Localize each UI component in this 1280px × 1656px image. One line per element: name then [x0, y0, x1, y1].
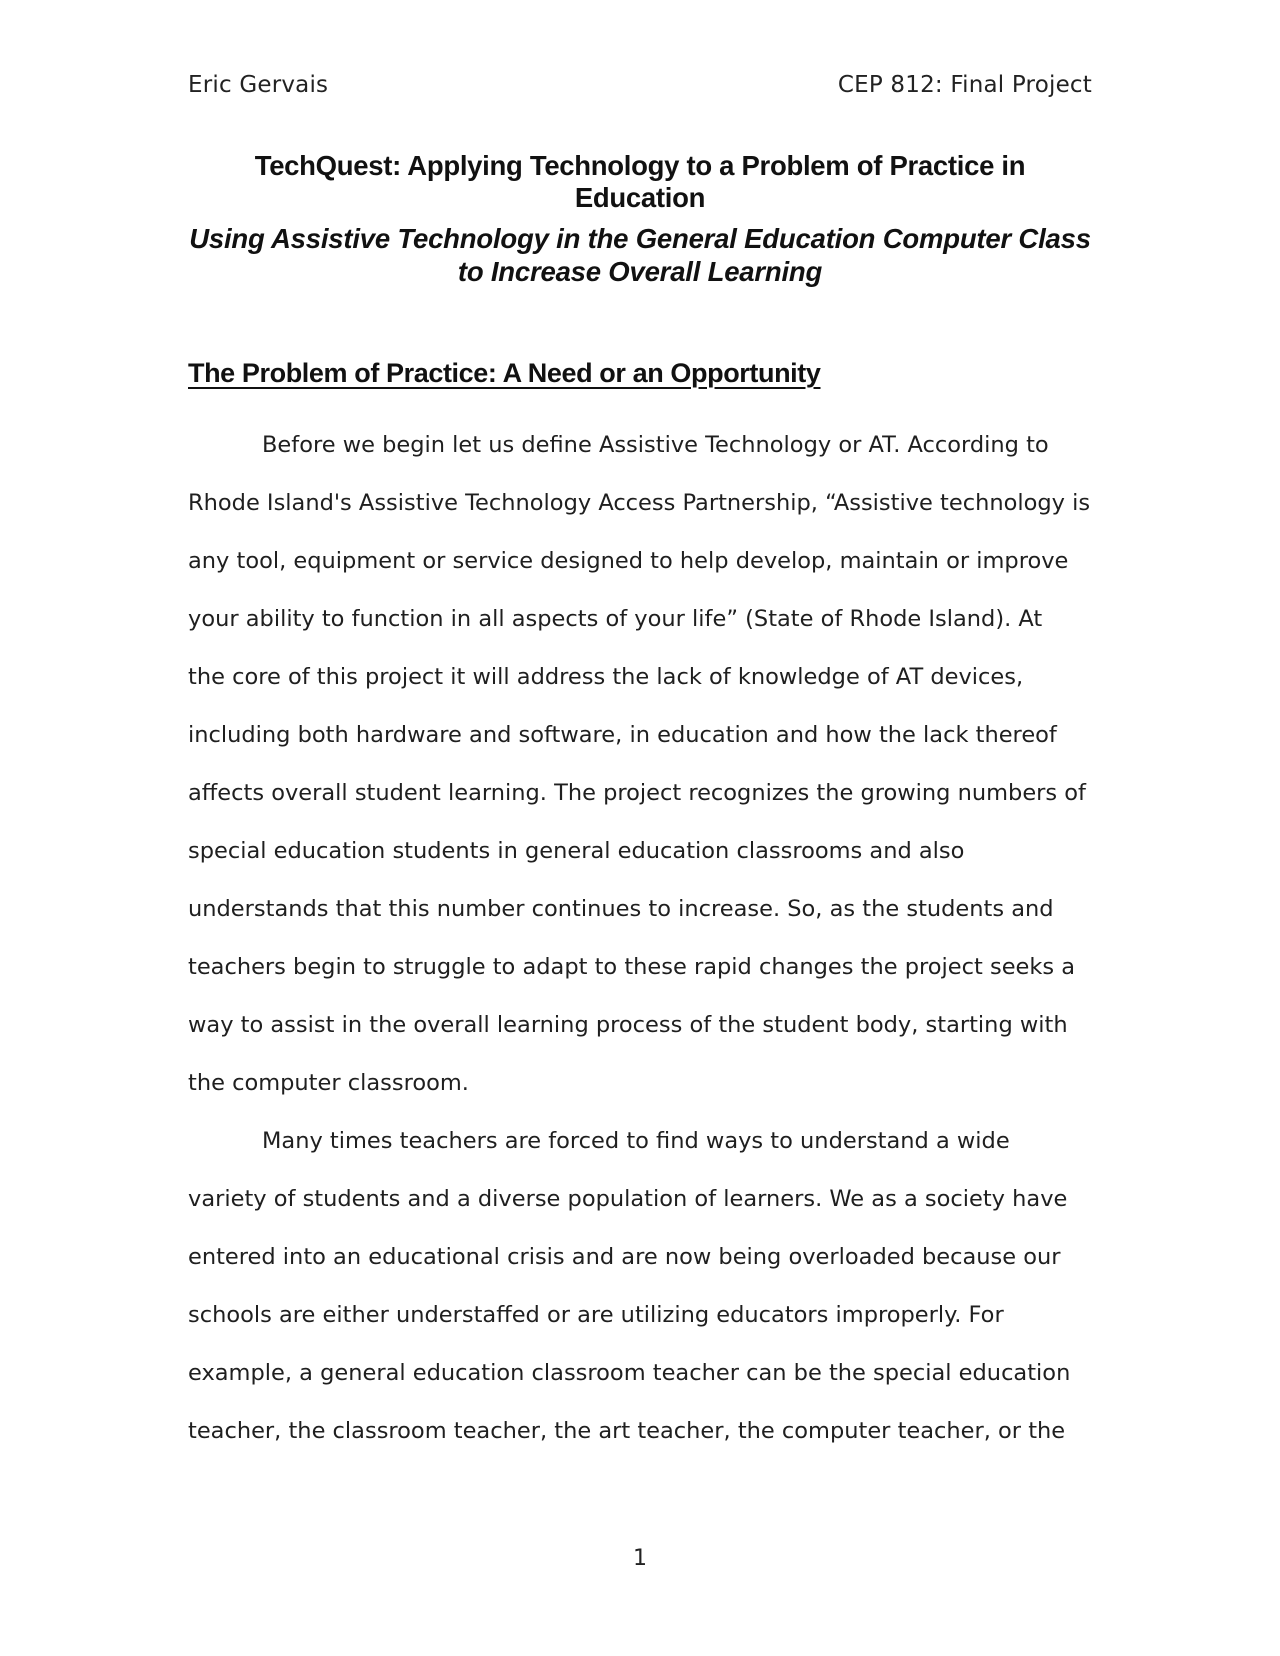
document-subtitle	[188, 222, 1092, 288]
body-line: including both hardware and software, in education and how the lack thereof	[188, 722, 1057, 748]
subtitle-line-2: to Increase Overall Learning	[457, 256, 823, 287]
body-line: schools are either understaffed or are utilizing educators improperly. For	[188, 1302, 1004, 1328]
body-line: entered into an educational crisis and are now being overloaded because our	[188, 1244, 1061, 1270]
body-line: the core of this project it will address the lack of knowledge of AT devices,	[188, 664, 1024, 690]
header-course: CEP 812: Final Project	[837, 72, 1092, 98]
body-line: Many times teachers are forced to find ways to understand a wide	[262, 1128, 1010, 1154]
body-line: way to assist in the overall learning process of the student body, starting with	[188, 1012, 1068, 1038]
body-line: Before we begin let us define Assistive Technology or AT. According to	[262, 432, 1049, 458]
body-line: your ability to function in all aspects of your life” (State of Rhode Island). At	[188, 606, 1043, 632]
document-title: TechQuest: Applying Technology to a Problem of Practice in Education	[254, 150, 1026, 213]
running-header	[188, 72, 1092, 98]
body-text	[188, 428, 1092, 1472]
body-line: teacher, the classroom teacher, the art teacher, the computer teacher, or the	[188, 1418, 1066, 1444]
body-line: affects overall student learning. The project recognizes the growing numbers of	[188, 780, 1086, 806]
body-line: understands that this number continues to increase. So, as the students and	[188, 896, 1054, 922]
body-line: Rhode Island's Assistive Technology Access Partnership, “Assistive technology is	[188, 490, 1091, 516]
body-line: variety of students and a diverse population of learners. We as a society have	[188, 1186, 1068, 1212]
body-line: any tool, equipment or service designed to help develop, maintain or improve	[188, 548, 1069, 574]
page-number: 1	[633, 1546, 647, 1571]
body-line: special education students in general education classrooms and also	[188, 838, 965, 864]
body-line: teachers begin to struggle to adapt to these rapid changes the project seeks a	[188, 954, 1076, 980]
body-line: example, a general education classroom teacher can be the special education	[188, 1360, 1071, 1386]
header-author: Eric Gervais	[188, 72, 329, 98]
body-line: the computer classroom.	[188, 1070, 469, 1096]
section-heading: The Problem of Practice: A Need or an Opportunity	[188, 358, 821, 388]
subtitle-line-1: Using Assistive Technology in the General Education Computer Class	[189, 223, 1091, 254]
